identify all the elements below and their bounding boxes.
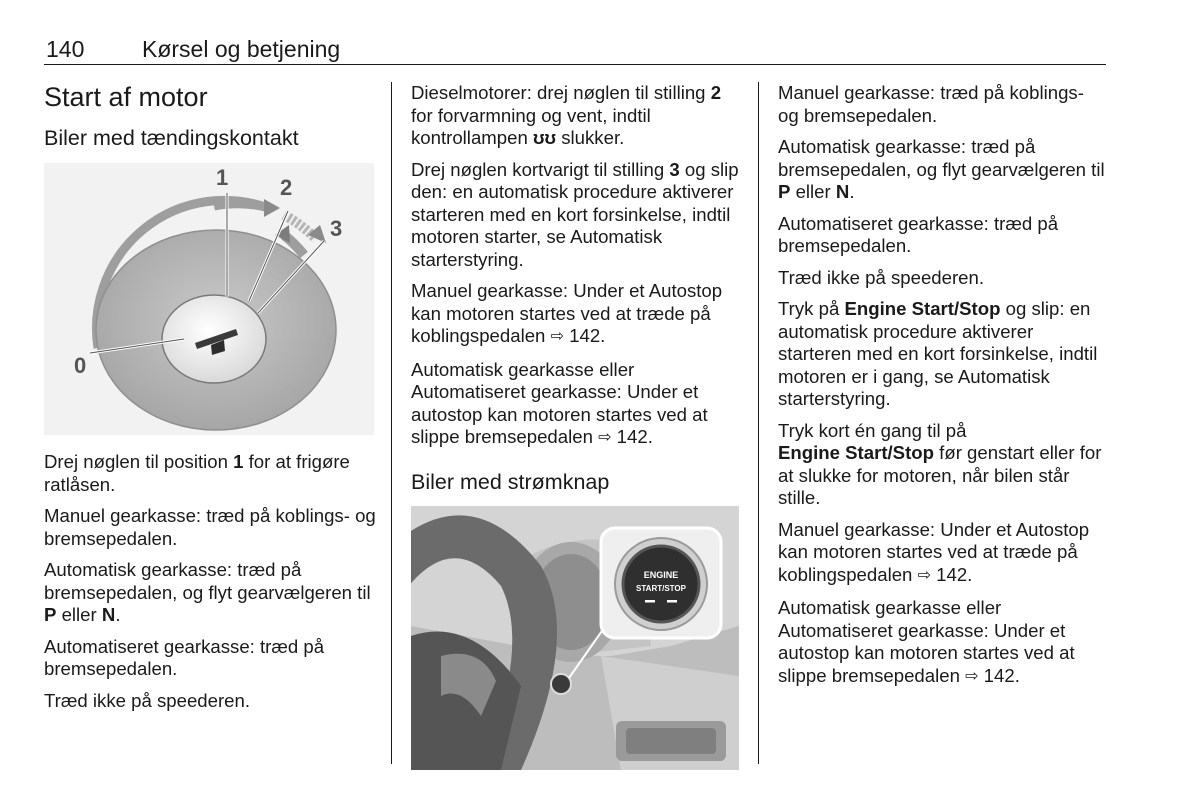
paragraph: Manuel gearkasse: Under et Autostop kan motoren startes ved at træde på koblingspedalen ⇨ 142. [411, 280, 741, 350]
paragraph: Manuel gearkasse: træd på koblings- og bremsepedalen. [778, 82, 1084, 126]
column-divider-2 [758, 82, 759, 764]
page-reference-arrow-icon: ⇨ [598, 429, 612, 446]
paragraph: Drej nøglen kortvarigt til stilling 3 og slip den: en automatisk procedure aktiverer starteren med en kort forsinkelse, indtil motoren starter, se Automatisk starterstyring. [411, 158, 739, 270]
glow-plug-icon: ʊʊ [532, 127, 557, 148]
paragraph: Tryk kort én gang til på Engine Start/Stop før genstart eller for at slukke for motoren, når bilen står stille. [778, 419, 1102, 508]
button-text-engine: ENGINE [643, 569, 679, 580]
paragraph: Træd ikke på speederen. [44, 689, 251, 711]
column-3 [778, 82, 1108, 698]
engine-start-stop-figure [411, 506, 739, 770]
paragraph: Automatisk gearkasse eller Automatiseret gearkasse: Under et autostop kan motoren startes ved at slippe bremsepedalen ⇨ 142. [778, 597, 1108, 689]
page-header [44, 34, 1106, 65]
page-reference-arrow-icon: ⇨ [917, 566, 931, 584]
page-reference-arrow-icon: ⇨ [550, 328, 564, 345]
ignition-switch-figure [44, 163, 374, 435]
page-heading: Start af motor [44, 82, 208, 112]
position-label-3: 3 [330, 216, 343, 241]
column-2 [411, 82, 741, 770]
button-text-start-stop: START/STOP [636, 583, 686, 593]
paragraph: Manuel gearkasse: Under et Autostop kan motoren startes ved at træde på koblingspedalen ⇨ 142. [778, 519, 1108, 589]
position-label-0: 0 [74, 353, 87, 378]
column-1 [44, 82, 376, 721]
subheading-ignition: Biler med tændingskontakt [44, 126, 299, 150]
paragraph: Automatiseret gearkasse: træd på bremsepedalen. [44, 635, 325, 679]
paragraph: Træd ikke på speederen. [778, 266, 985, 288]
paragraph: Automatisk gearkasse: træd på bremsepedalen, og flyt gearvælgeren til P eller N. [778, 136, 1105, 202]
paragraph: Manuel gearkasse: træd på koblings- og bremsepedalen. [44, 505, 376, 549]
position-label-2: 2 [280, 175, 293, 200]
section-title: Kørsel og betjening [142, 36, 341, 62]
paragraph: Automatiseret gearkasse: træd på bremsepedalen. [778, 212, 1059, 256]
paragraph: Dieselmotorer: drej nøglen til stilling 2 for forvarmning og vent, indtil kontrollampen ʊʊ slukker. [411, 82, 722, 148]
paragraph: Drej nøglen til position 1 for at frigøre ratlåsen. [44, 451, 350, 495]
subheading-power-button: Biler med strømknap [411, 469, 610, 494]
paragraph: Automatisk gearkasse: træd på bremsepedalen, og flyt gearvælgeren til P eller N. [44, 559, 371, 625]
paragraph: Automatisk gearkasse eller Automatiseret gearkasse: Under et autostop kan motoren startes ved at slippe bremsepedalen ⇨ 142. [411, 359, 741, 451]
column-divider-1 [391, 82, 392, 764]
page-number: 140 [46, 36, 85, 62]
paragraph: Tryk på Engine Start/Stop og slip: en automatisk procedure aktiverer starteren med en kort forsinkelse, indtil motoren er i gang, se Automatisk starterstyring. [778, 298, 1098, 409]
page-reference-arrow-icon: ⇨ [965, 667, 979, 685]
position-label-1: 1 [216, 165, 229, 190]
